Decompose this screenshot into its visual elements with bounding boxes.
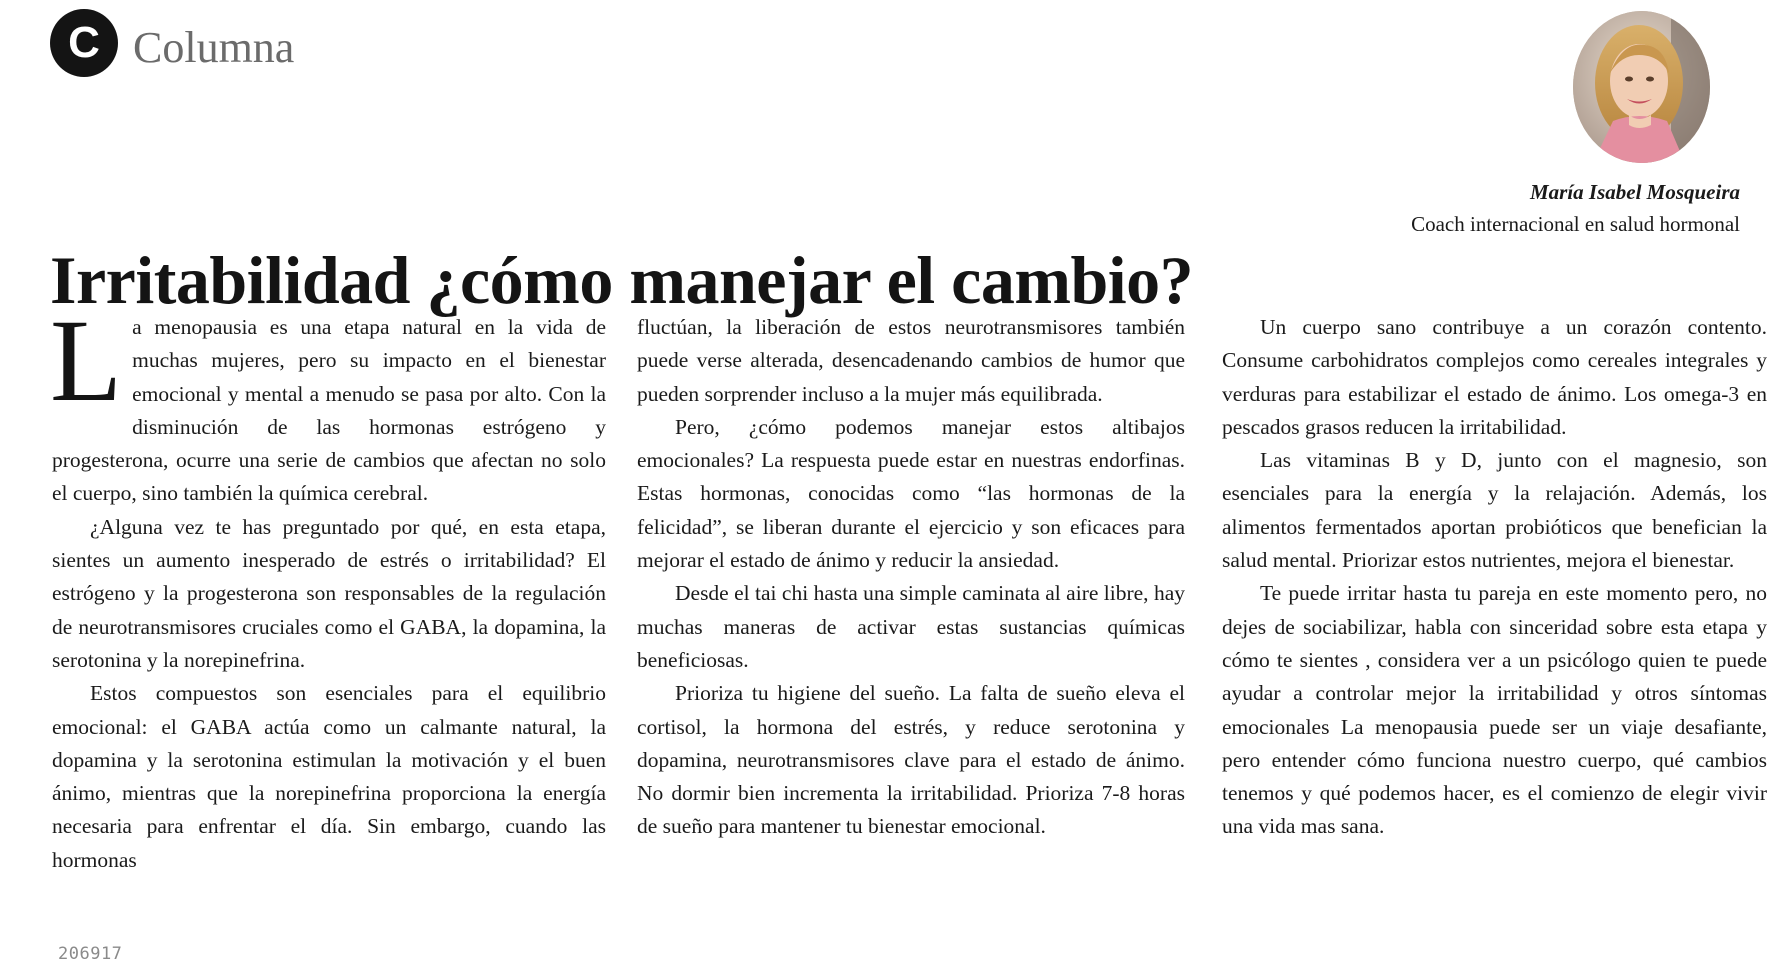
paragraph-text: a menopausia es una etapa natural en la vida de muchas mujeres, pero su impacto en el bienestar emocional y mental a menudo se pasa por alto. Con la disminución de las hormonas estrógeno y progesterona, ocurre una serie de cambios que afectan no solo el cuerpo, sino también la química cerebral. <box>52 315 606 506</box>
paragraph: Estos compuestos son esenciales para el equilibrio emocional: el GABA actúa como un calmante natural, la dopamina y la serotonina estimulan la motivación y el buen ánimo, mientras que la norepinefrina proporciona la energía necesaria para enfrentar el día. Sin embargo, cuando las hormonas <box>52 681 606 872</box>
author-portrait-icon <box>1573 11 1710 163</box>
section-label: Columna <box>133 23 295 72</box>
article-column-3 <box>1222 311 1767 844</box>
paragraph: Te puede irritar hasta tu pareja en este momento pero, no dejes de sociabilizar, habla con sinceridad sobre esta etapa y cómo te sientes , considera ver a un psicólogo quien te puede ayudar a controlar mejor la irritabilidad y otros síntomas emocionales La menopausia puede ser un viaje desafiante, pero entender cómo funciona nuestro cuerpo, qué cambios tenemos y qué podemos hacer, es el comienzo de elegir vivir una vida mas sana. <box>1222 581 1767 839</box>
paragraph: fluctúan, la liberación de estos neurotransmisores también puede verse alterada, desencadenando cambios de humor que pueden sorprender incluso a la mujer más equilibrada. <box>637 315 1185 406</box>
paragraph: Prioriza tu higiene del sueño. La falta de sueño eleva el cortisol, la hormona del estrés, y reduce serotonina y dopamina, neurotransmisores clave para el estado de ánimo. No dormir bien incrementa la irritabilidad. Prioriza 7-8 horas de sueño para mantener tu bienestar emocional. <box>637 681 1185 839</box>
paragraph: Un cuerpo sano contribuye a un corazón contento. Consume carbohidratos complejos como cereales integrales y verduras para estabilizar el estado de ánimo. Los omega-3 en pescados grasos reducen la irritabilidad. <box>1222 315 1767 439</box>
paragraph <box>50 295 606 511</box>
paragraph: Pero, ¿cómo podemos manejar estos altibajos emocionales? La respuesta puede estar en nuestras endorfinas. Estas hormonas, conocidas como “las hormonas de la felicidad”, se liberan durante el ejercicio y son eficaces para mejorar el estado de ánimo y reducir la ansiedad. <box>637 414 1185 573</box>
dropcap: L <box>50 295 123 426</box>
section-badge: C <box>50 9 118 77</box>
author-name: María Isabel Mosqueira <box>1529 180 1740 204</box>
author-portrait <box>1573 11 1710 163</box>
paragraph: ¿Alguna vez te has preguntado por qué, en esta etapa, sientes un aumento inesperado de estrés o irritabilidad? El estrógeno y la progesterona son responsables de la regulación de neurotransmisores cruciales como el GABA, la dopamina, la serotonina y la norepinefrina. <box>52 514 606 672</box>
article-column-1 <box>50 295 606 877</box>
author-role: Coach internacional en salud hormonal <box>1411 212 1740 236</box>
article-headline: Irritabilidad ¿cómo manejar el cambio? <box>50 241 1194 318</box>
page-code: 206917 <box>58 944 123 964</box>
article-column-2 <box>637 311 1185 844</box>
paragraph: Desde el tai chi hasta una simple caminata al aire libre, hay muchas maneras de activar estas sustancias químicas beneficiosas. <box>637 581 1185 672</box>
paragraph: Las vitaminas B y D, junto con el magnesio, son esenciales para la energía y la relajación. Además, los alimentos fermentados aportan probióticos que benefician la salud mental. Priorizar estos nutrientes, mejora el bienestar. <box>1222 448 1767 573</box>
